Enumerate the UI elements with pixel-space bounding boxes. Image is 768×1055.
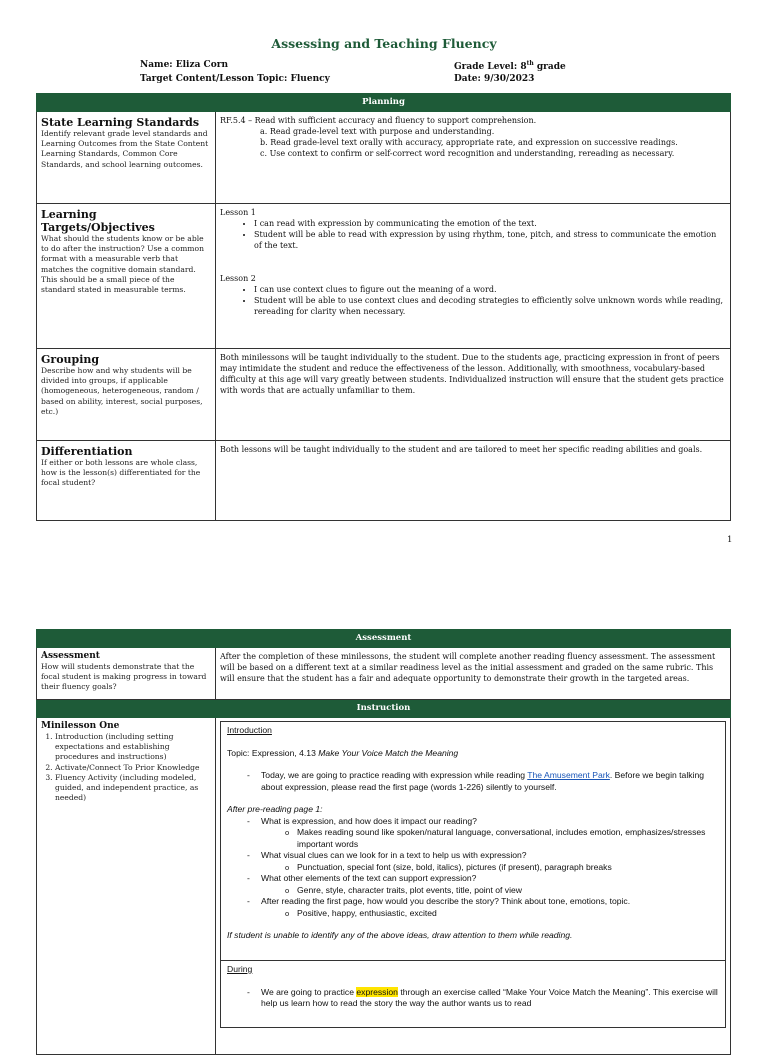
grade-label: Grade Level:: [454, 62, 518, 72]
grouping-label-cell: [37, 349, 216, 441]
introduction-heading: Introduction: [227, 725, 272, 735]
list-item: [261, 873, 719, 896]
grouping-content-cell: Both minilessons will be taught individually to the student. Due to the students age, practicing expression in front of peers may intimidate the student and reduce the effectiveness of the lesson. Additionally, with smoothness, vocabulary-based difficulty at this age will vary greatly between students. Individualized instruction will ensure that the student gets practice with words that are actually unfamiliar to them.: [216, 349, 731, 441]
grade-num: 8: [520, 62, 527, 72]
standards-content-cell: [216, 112, 731, 204]
standards-title: State Learning Standards: [41, 116, 200, 129]
minilesson-steps: [41, 732, 211, 803]
assessment-content-cell: After the completion of these minilessons, the student will complete another reading fluency assessment. The assessment will be based on a different text at a similar readiness level as the initial assessment and graded on the same rubric. This will ensure that the student has a fair and adequate opportunity to demonstrate their growth in the targeted areas.: [216, 648, 731, 700]
differentiation-content-cell: Both lessons will be taught individually to the student and are tailored to meet her specific reading abilities and goals.: [216, 441, 731, 521]
assessment-desc: How will students demonstrate that the focal student is making progress in toward their fluency goals?: [41, 662, 207, 692]
standards-label-cell: [37, 112, 216, 204]
during-after: through an exercise called “Make Your Voice Match the Meaning”. This exercise will help us learn how to read the story the way the author wants us to read: [261, 986, 718, 1008]
lesson-date: [454, 74, 534, 84]
lesson2-label: Lesson 2: [220, 274, 256, 283]
intro-before: Today, we are going to practice reading with expression while reading: [261, 770, 526, 780]
standard-item: a. Read grade-level text with purpose and understanding.: [260, 127, 495, 136]
lesson-topic: [140, 74, 330, 84]
grade-word: grade: [536, 62, 566, 72]
standards-desc: Identify relevant grade level standards and Learning Outcomes from the State Content Learning Standards, Common Core Standards, and school learning outcomes.: [41, 129, 209, 169]
answer-text: o Genre, style, character traits, plot events, title, point of view: [297, 885, 719, 897]
list-item: 1. Introduction (including setting expectations and establishing procedures and instructions): [55, 732, 211, 763]
topic-line: [227, 748, 719, 760]
name-value: Eliza Corn: [175, 60, 229, 70]
question-text: What is expression, and how does it impact our reading?: [261, 815, 477, 826]
minilesson-content-cell: [216, 718, 731, 1055]
targets-label-cell: [37, 204, 216, 349]
topic-italic: Make Your Voice Match the Meaning: [318, 747, 459, 758]
lesson1-label: Lesson 1: [220, 208, 256, 217]
student-name: [140, 60, 228, 70]
answer-text: o Positive, happy, enthusiastic, excited: [297, 908, 719, 920]
highlighted-word: expression: [356, 986, 398, 997]
assessment-instruction-table: [36, 629, 731, 1055]
question-text: What visual clues can we look for in a text to help us with expression?: [261, 850, 527, 860]
list-item: • Student will be able to read with expression by using rhythm, tone, pitch, and stress to communicate the emotion of the text.: [254, 229, 726, 251]
page-number: 1: [727, 535, 733, 545]
list-item: [261, 850, 719, 873]
lesson2-list: [220, 284, 726, 317]
list-item: [261, 987, 719, 1010]
question-list: [227, 816, 719, 920]
differentiation-title: Differentiation: [41, 445, 133, 458]
topic-prefix: Topic: Expression, 4.13: [227, 747, 316, 758]
list-item: • I can read with expression by communicating the emotion of the text.: [254, 218, 726, 229]
list-item: [261, 816, 719, 851]
introduction-box: [220, 721, 726, 961]
list-item: [261, 770, 719, 793]
standards-main: RF.5.4 – Read with sufficient accuracy and fluency to support comprehension.: [220, 116, 537, 125]
list-item: • I can use context clues to figure out the meaning of a word.: [254, 284, 726, 295]
minilesson-title: Minilesson One: [41, 721, 120, 731]
differentiation-desc: If either or both lessons are whole class, how is the lesson(s) differentiated for the focal student?: [41, 458, 201, 488]
list-item: [261, 896, 719, 919]
assessment-label-cell: [37, 648, 216, 700]
instruction-header: Instruction: [37, 700, 731, 718]
during-list: [227, 987, 719, 1010]
assessment-title: Assessment: [41, 651, 100, 661]
differentiation-label-cell: [37, 441, 216, 521]
during-before: We are going to practice: [261, 986, 354, 997]
date-value: 9/30/2023: [483, 74, 535, 84]
topic-label: Target Content/Lesson Topic:: [140, 74, 288, 84]
assessment-header: Assessment: [37, 630, 731, 648]
fallback-note: If student is unable to identify any of the above ideas, draw attention to them while reading.: [227, 930, 573, 940]
topic-value: Fluency: [290, 74, 330, 84]
standard-item: c. Use context to confirm or self-correct word recognition and understanding, rereading as necessary.: [260, 149, 675, 158]
planning-header: Planning: [37, 94, 731, 112]
planning-table: [36, 93, 731, 521]
list-item: 2. Activate/Connect To Prior Knowledge: [55, 763, 211, 773]
targets-title: Learning Targets/Objectives: [41, 208, 155, 234]
story-link[interactable]: The Amusement Park: [527, 770, 610, 780]
intro-list: [227, 770, 719, 793]
answer-text: o Punctuation, special font (size, bold, italics), pictures (if present), paragraph breaks: [297, 862, 719, 874]
answer-text: o Makes reading sound like spoken/natural language, conversational, includes emotion, emphasizes/stresses important words: [297, 827, 719, 850]
page-title: Assessing and Teaching Fluency: [271, 36, 497, 51]
list-item: 3. Fluency Activity (including modeled, guided, and independent practice, as needed): [55, 773, 211, 804]
during-box: [220, 961, 726, 1028]
question-text: After reading the first page, how would you describe the story? Think about tone, emotions, topic.: [261, 896, 631, 906]
list-item: • Student will be able to use context clues and decoding strategies to efficiently solve unknown words while reading, rereading for clarity when necessary.: [254, 295, 726, 317]
date-label: Date:: [454, 74, 481, 84]
grade-level: [454, 60, 566, 72]
intro-after: . Before we begin talking about expression, please read the first page (words 1-226) silently to yourself.: [261, 770, 705, 792]
targets-desc: What should the students know or be able to do after the instruction? Use a common format with a measurable verb that matches the cognitive domain standard. This should be a small piece of the standard stated in measurable terms.: [41, 234, 204, 295]
lesson1-list: [220, 218, 726, 251]
after-label: After pre-reading page 1:: [227, 804, 323, 814]
grouping-title: Grouping: [41, 353, 100, 366]
name-label: Name:: [140, 60, 173, 70]
during-heading: During: [227, 964, 253, 974]
standard-item: b. Read grade-level text orally with accuracy, appropriate rate, and expression on successive readings.: [260, 138, 678, 147]
minilesson-label-cell: [37, 718, 216, 1055]
grade-sup: th: [526, 60, 534, 67]
grouping-desc: Describe how and why students will be divided into groups, if applicable (homogeneous, heterogeneous, random / based on ability, interest, social purposes, etc.): [41, 366, 203, 416]
question-text: What other elements of the text can support expression?: [261, 873, 477, 883]
targets-content-cell: [216, 204, 731, 349]
